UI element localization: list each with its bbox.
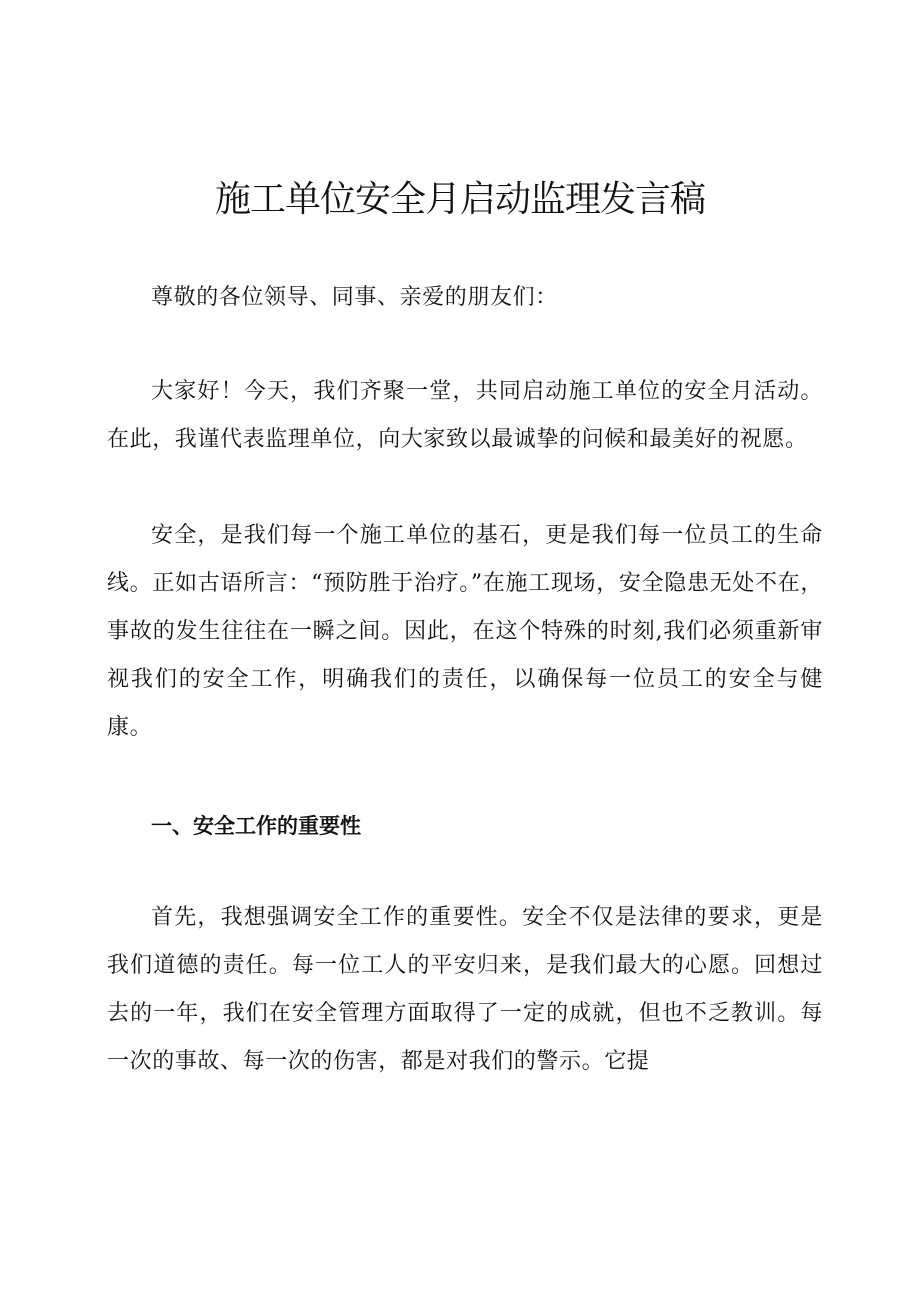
intro-paragraph: 大家好！今天，我们齐聚一堂，共同启动施工单位的安全月活动。在此，我谨代表监理单位，向大家致以最诚挚的问候和最美好的祝愿。 [107, 379, 823, 452]
greeting-paragraph: 尊敬的各位领导、同事、亲爱的朋友们： [151, 285, 558, 310]
document-title: 施工单位安全月启动监理发言稿 [214, 179, 705, 220]
safety-paragraph: 安全，是我们每一个施工单位的基石，更是我们每一位员工的生命线。正如古语所言：“预防胜于治疗。”在施工现场，安全隐患无处不在，事故的发生往往在一瞬之间。因此，在这个特殊的时刻,我们必须重新审视我们的安全工作，明确我们的责任，以确保每一位员工的安全与健康。 [107, 523, 823, 740]
section-heading-importance: 一、安全工作的重要性 [151, 814, 361, 838]
importance-paragraph: 首先，我想强调安全工作的重要性。安全不仅是法律的要求，更是我们道德的责任。每一位工人的平安归来，是我们最大的心愿。回想过去的一年，我们在安全管理方面取得了一定的成就，但也不乏教训。每一次的事故、每一次的伤害，都是对我们的警示。它提 [107, 905, 823, 1074]
